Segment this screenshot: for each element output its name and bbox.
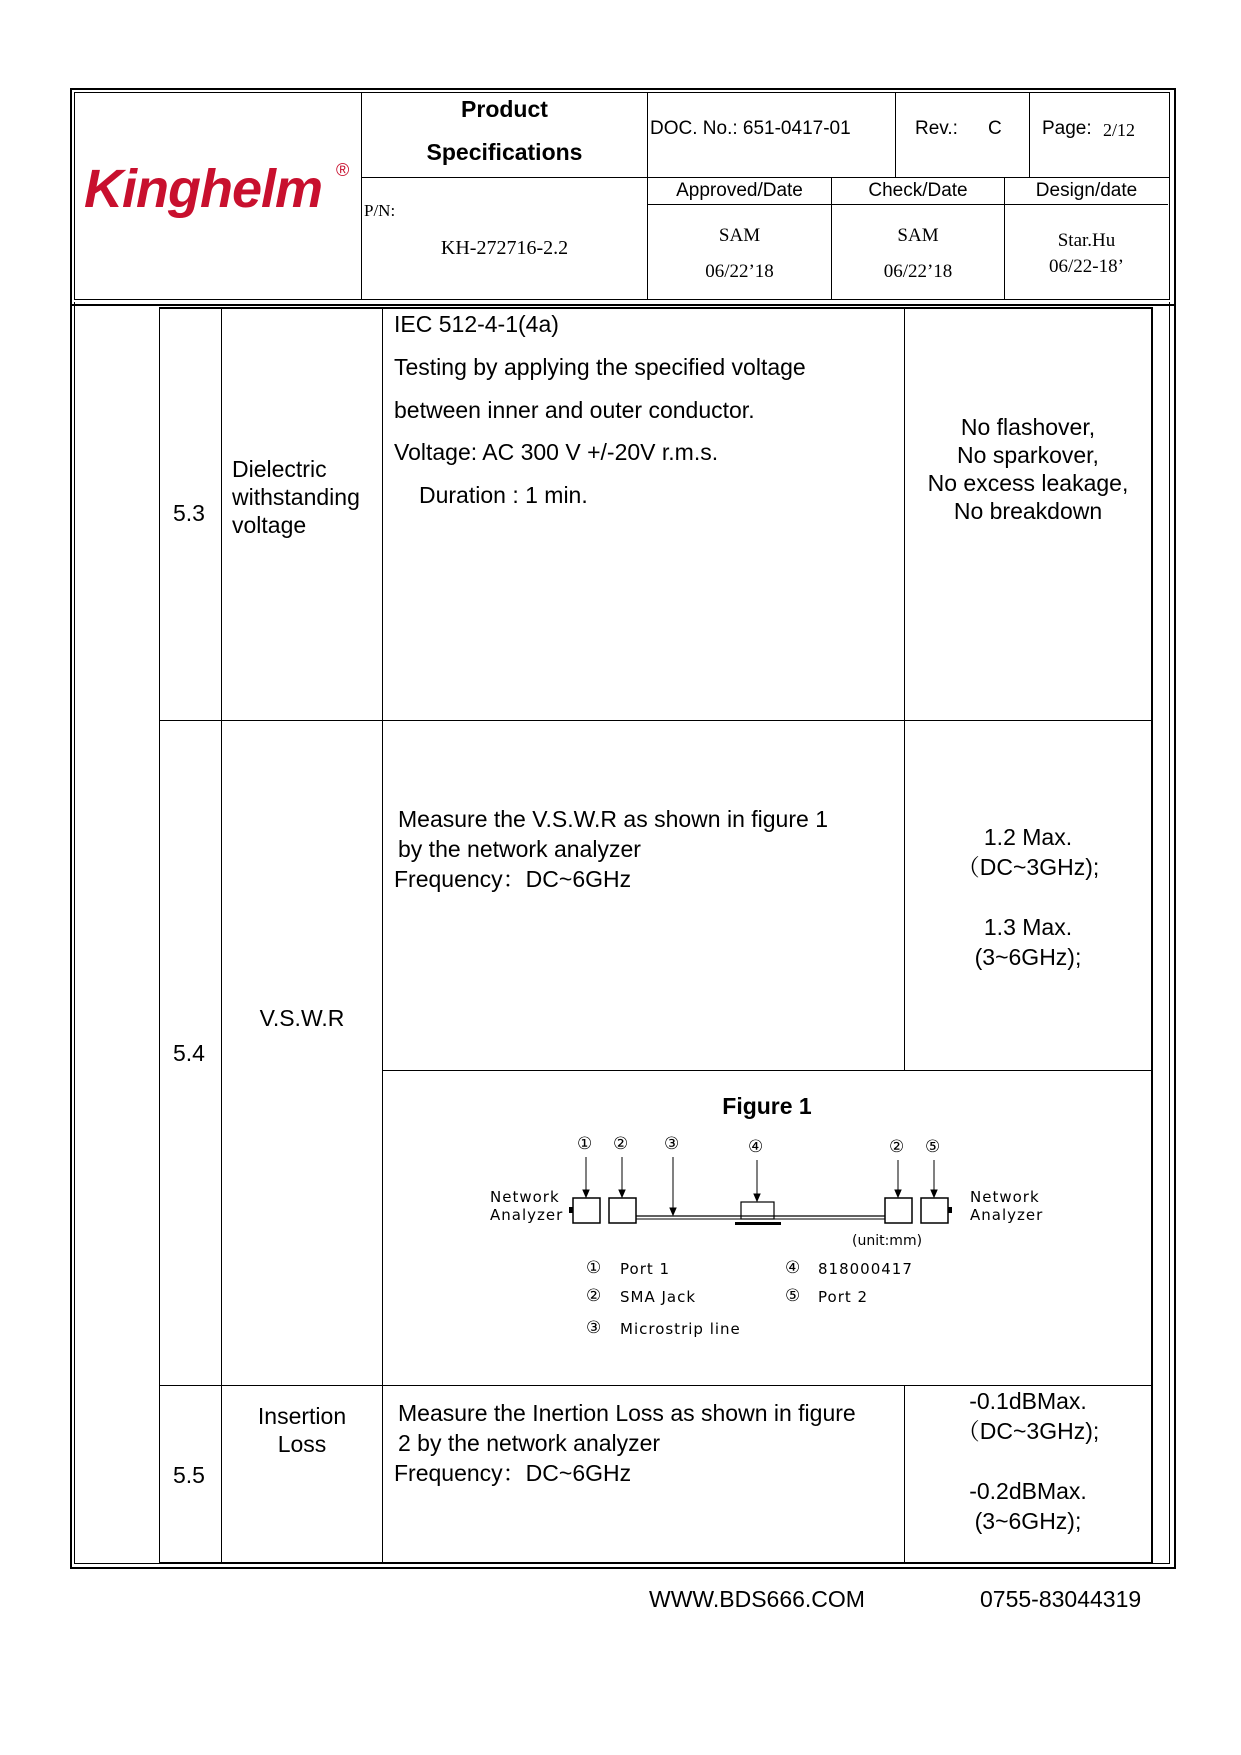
row-53-item-3: voltage [232,512,307,538]
table-row-line [382,1070,1153,1071]
right-analyzer-connector [948,1207,952,1213]
row-55-req-4: (3~6GHz); [974,1508,1082,1534]
left-analyzer-label-1: Network [490,1188,560,1206]
design-name: Star.Hu [1057,230,1116,251]
row-54-req-4: (3~6GHz); [974,944,1082,970]
row-53-number: 5.3 [173,500,205,526]
pn-label: P/N: [364,201,396,220]
callout-2-right: ② [889,1137,905,1157]
approved-name: SAM [718,225,761,246]
row-53-method-3: between inner and outer conductor. [394,397,755,423]
figure-title: Figure 1 [722,1093,812,1119]
callout-2: ② [613,1134,629,1154]
row-55-method-3: Frequency：DC~6GHz [394,1460,632,1486]
row-54-method-2: by the network analyzer [398,836,641,862]
row-54-method-1: Measure the V.S.W.R as shown in figure 1 [398,806,828,832]
row-53-req-4: No breakdown [953,498,1103,524]
legend-text-1: Port 1 [620,1260,671,1278]
design-date: 06/22-18’ [1049,256,1124,277]
check-name: SAM [897,225,939,246]
row-55-method-1: Measure the Inertion Loss as shown in figure [398,1400,856,1426]
row-53-req-1: No flashover, [960,414,1096,440]
footer-website[interactable]: WWW.BDS666.COM [649,1586,865,1612]
legend-text-2: SMA Jack [620,1288,697,1306]
port-2-box [921,1198,948,1223]
page-label: Page: [1042,118,1092,139]
approved-label: Approved/Date [676,180,803,201]
row-53-method-1: IEC 512-4-1(4a) [394,311,559,337]
row-54-req-3: 1.3 Max. [983,914,1073,940]
legend-mark-4: ④ [785,1258,801,1278]
row-55-number: 5.5 [173,1462,205,1488]
row-55-req-2: （DC~3GHz); [956,1418,1100,1444]
doc-title-line1: Product [461,96,548,122]
design-label: Design/date [1035,180,1138,201]
row-53-method-5: Duration : 1 min. [419,482,588,508]
header-divider [647,204,1168,205]
table-col-line [904,720,905,1070]
footer-phone: 0755-83044319 [980,1586,1142,1612]
registered-mark: ® [336,160,350,180]
rev-value: C [988,118,1002,139]
table-col-line [1151,308,1153,1563]
pn-value: KH-272716-2.2 [440,237,569,259]
row-55-method-2: 2 by the network analyzer [398,1430,661,1456]
row-55-item-1: Insertion [257,1403,347,1429]
table-row-line [159,307,1153,309]
row-55-item-2: Loss [277,1431,327,1457]
table-row-line [159,720,1153,721]
approved-date: 06/22’18 [705,261,774,282]
header-divider [895,92,896,177]
port-1-box [573,1198,600,1223]
table-col-line [159,308,160,1563]
doc-number: DOC. No.: 651-0417-01 [650,118,851,139]
legend-text-5: Port 2 [818,1288,869,1306]
row-53-method-4: Voltage: AC 300 V +/-20V r.m.s. [394,439,719,465]
row-54-req-1: 1.2 Max. [983,824,1073,850]
page-number: 2/12 [1103,120,1136,140]
table-col-line [382,308,383,1563]
legend-mark-2: ② [586,1286,602,1306]
right-analyzer-label-1: Network [970,1188,1040,1206]
callout-1: ① [577,1134,593,1154]
row-53-req-3: No excess leakage, [927,470,1129,496]
row-54-req-2: （DC~3GHz); [956,854,1100,880]
check-date: 06/22’18 [883,261,953,282]
rev-label: Rev.: [915,118,958,139]
sma-jack-left-box [609,1198,636,1223]
row-54-method-3: Frequency：DC~6GHz [394,866,632,892]
row-55-req-3: -0.2dBMax. [969,1478,1087,1504]
callout-3: ③ [664,1134,680,1154]
board-base [735,1222,781,1225]
sma-jack-right-box [885,1198,912,1223]
callout-5: ⑤ [925,1137,941,1157]
header-divider [1029,92,1030,177]
brand-logo: Kinghelm [84,159,323,219]
row-54-number: 5.4 [173,1040,205,1066]
check-label: Check/Date [868,180,968,201]
table-row-line [159,1562,1153,1564]
header-divider [361,177,1169,178]
unit-label: (unit:mm) [852,1233,923,1249]
legend-mark-3: ③ [586,1318,602,1338]
row-53-item-1: Dielectric [232,456,327,482]
legend-text-3: Microstrip line [620,1320,741,1338]
table-col-line [221,308,222,1563]
callout-4: ④ [748,1137,764,1157]
right-analyzer-label-2: Analyzer [970,1206,1044,1224]
legend-mark-5: ⑤ [785,1286,801,1306]
left-analyzer-label-2: Analyzer [490,1206,564,1224]
row-53-method-2: Testing by applying the specified voltage [394,354,806,380]
row-54-item: V.S.W.R [259,1005,345,1031]
row-53-req-2: No sparkover, [957,442,1099,468]
legend-mark-1: ① [586,1258,602,1278]
doc-title-line2: Specifications [426,139,583,165]
legend-text-4: 818000417 [818,1260,913,1278]
row-53-item-2: withstanding [232,484,360,510]
row-55-req-1: -0.1dBMax. [969,1388,1087,1414]
